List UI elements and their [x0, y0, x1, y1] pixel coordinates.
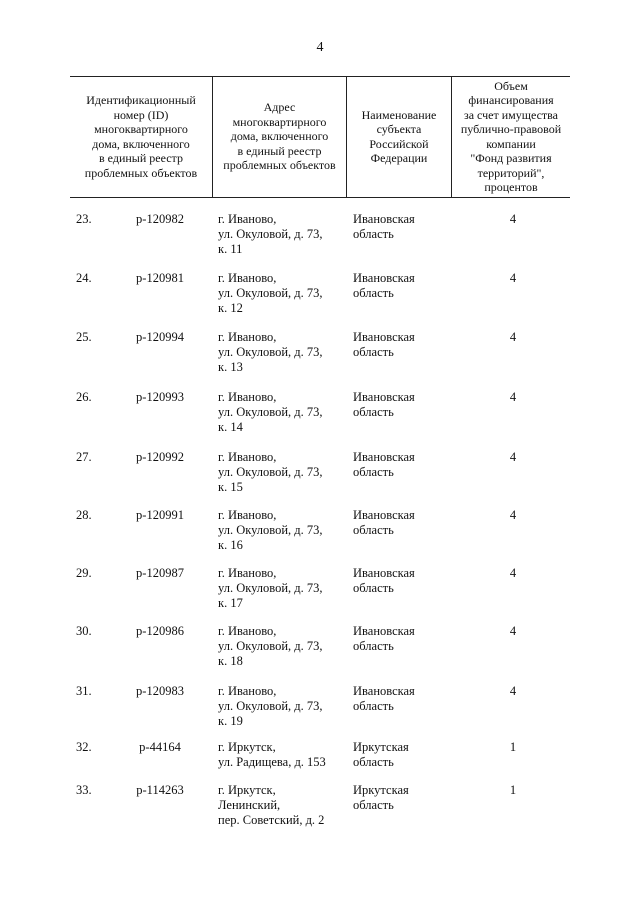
row-address: г. Иваново, ул. Окуловой, д. 73, к. 19 — [218, 684, 323, 728]
row-id: р-120994 — [136, 330, 184, 344]
row-subject: Ивановская область — [353, 566, 415, 595]
row-address: г. Иваново, ул. Окуловой, д. 73, к. 15 — [218, 450, 323, 494]
row-address: г. Иваново, ул. Окуловой, д. 73, к. 18 — [218, 624, 323, 668]
row-number: 25. — [76, 330, 92, 344]
header-subject: Наименование субъекта Российской Федерации — [361, 107, 437, 165]
row-address: г. Иваново, ул. Окуловой, д. 73, к. 11 — [218, 212, 323, 256]
row-address: г. Иваново, ул. Окуловой, д. 73, к. 16 — [218, 508, 323, 552]
row-subject: Ивановская область — [353, 390, 415, 419]
row-percent: 4 — [509, 684, 517, 698]
header-percent: Объем финансирования за счет имущества публично-правовой компании "Фонд развития территорий", процентов — [460, 78, 562, 194]
table-header-bottom-rule — [70, 197, 570, 198]
row-subject: Ивановская область — [353, 271, 415, 300]
row-percent: 4 — [509, 450, 517, 464]
header-address: Адрес многоквартирного дома, включенного в единый реестр проблемных объектов — [223, 100, 336, 173]
row-percent: 4 — [509, 390, 517, 404]
row-id: р-120992 — [136, 450, 184, 464]
page-number: 4 — [316, 40, 324, 55]
row-address: г. Иркутск, Ленинский, пер. Советский, д. 2 — [218, 783, 325, 827]
row-address: г. Иваново, ул. Окуловой, д. 73, к. 13 — [218, 330, 323, 374]
row-subject: Ивановская область — [353, 330, 415, 359]
row-percent: 4 — [509, 330, 517, 344]
row-subject: Ивановская область — [353, 624, 415, 653]
row-percent: 4 — [509, 624, 517, 638]
row-address: г. Иваново, ул. Окуловой, д. 73, к. 17 — [218, 566, 323, 610]
row-percent: 4 — [509, 508, 517, 522]
row-address: г. Иркутск, ул. Радищева, д. 153 — [218, 740, 326, 769]
row-id: р-120981 — [136, 271, 184, 285]
row-number: 24. — [76, 271, 92, 285]
row-id: р-44164 — [139, 740, 181, 754]
row-number: 28. — [76, 508, 92, 522]
row-number: 23. — [76, 212, 92, 226]
row-subject: Ивановская область — [353, 450, 415, 479]
row-id: р-120982 — [136, 212, 184, 226]
row-id: р-120983 — [136, 684, 184, 698]
row-address: г. Иваново, ул. Окуловой, д. 73, к. 14 — [218, 390, 323, 434]
row-percent: 1 — [509, 740, 517, 754]
row-number: 30. — [76, 624, 92, 638]
row-number: 26. — [76, 390, 92, 404]
row-subject: Иркутская область — [353, 740, 409, 769]
row-percent: 1 — [509, 783, 517, 797]
row-subject: Ивановская область — [353, 684, 415, 713]
row-id: р-120986 — [136, 624, 184, 638]
row-id: р-120991 — [136, 508, 184, 522]
row-subject: Ивановская область — [353, 508, 415, 537]
row-percent: 4 — [509, 212, 517, 226]
row-subject: Иркутская область — [353, 783, 409, 812]
row-number: 32. — [76, 740, 92, 754]
row-subject: Ивановская область — [353, 212, 415, 241]
row-number: 33. — [76, 783, 92, 797]
row-percent: 4 — [509, 566, 517, 580]
row-address: г. Иваново, ул. Окуловой, д. 73, к. 12 — [218, 271, 323, 315]
row-percent: 4 — [509, 271, 517, 285]
row-number: 27. — [76, 450, 92, 464]
header-id: Идентификационный номер (ID) многоквартирного дома, включенного в единый реестр проблемных объектов — [84, 93, 198, 180]
row-number: 31. — [76, 684, 92, 698]
row-id: р-120993 — [136, 390, 184, 404]
row-number: 29. — [76, 566, 92, 580]
row-id: р-114263 — [136, 783, 184, 797]
row-id: р-120987 — [136, 566, 184, 580]
